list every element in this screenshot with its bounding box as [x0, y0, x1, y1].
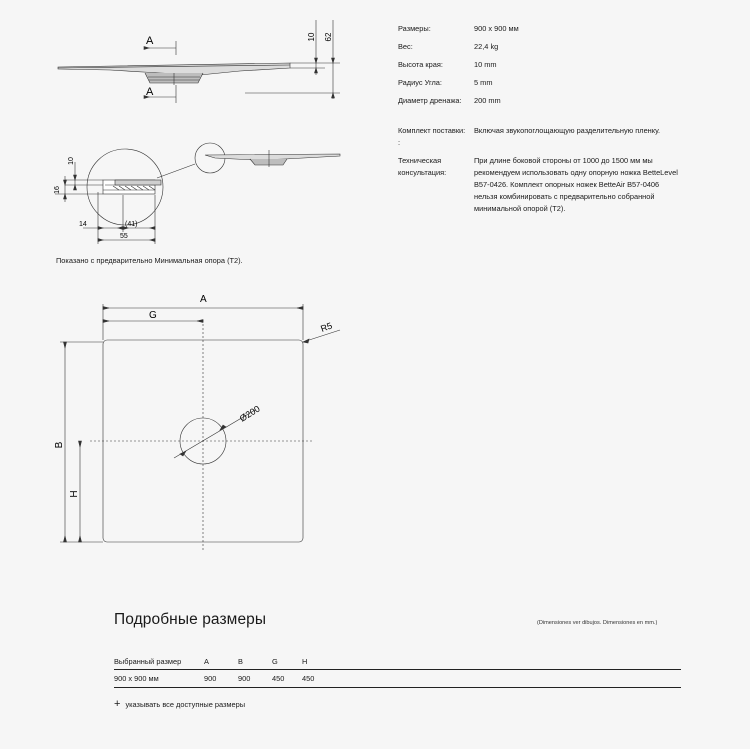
- plan-label-a: A: [200, 294, 207, 305]
- spec-value: При длине боковой стороны от 1000 до 1500 мм мы рекомендуем использовать одну опорную ножка BetteLevel B57-0426. Комплект опорных ножек BetteAir B57-0406 нельзя комбинировать с предварительно собранной минимальной опорой (T2).: [474, 156, 678, 213]
- header-a: A: [204, 657, 209, 666]
- cell-b: 900: [238, 674, 251, 683]
- table-divider: [114, 687, 681, 688]
- detail-drawing: [55, 140, 355, 255]
- detail-dim-10: 10: [68, 157, 75, 165]
- dim-62-label: 62: [324, 32, 333, 42]
- dimensions-note: (Dimensiones ver dibujos. Dimensiones en mm.): [537, 620, 658, 626]
- spec-value: 900 x 900 мм: [474, 24, 519, 33]
- header-selected-size: Выбранный размер: [114, 657, 182, 666]
- header-h: H: [302, 657, 308, 666]
- spec-label: Высота края:: [398, 60, 443, 69]
- drawing-caption: Показано с предварительно Минимальная опора (T2).: [56, 256, 243, 265]
- spec-label: Комплект поставки: :: [398, 126, 466, 147]
- spec-row: [398, 95, 698, 107]
- spec-row: [398, 155, 698, 215]
- detail-dim-14: 14: [79, 221, 87, 228]
- spec-row: [398, 59, 698, 71]
- spec-list: [398, 23, 698, 253]
- detail-dim-16: 16: [54, 186, 61, 194]
- table-divider: [114, 669, 681, 670]
- spec-label: Радиус Угла:: [398, 78, 442, 87]
- spec-label: Техническая консультация:: [398, 156, 447, 177]
- show-all-sizes-link[interactable]: [114, 699, 245, 709]
- spec-value: 10 mm: [474, 60, 497, 69]
- cell-size: 900 x 900 мм: [114, 674, 159, 683]
- spec-value: 22,4 kg: [474, 42, 499, 51]
- spec-row: [398, 41, 698, 53]
- spec-row: [398, 77, 698, 89]
- spec-label: Размеры:: [398, 24, 431, 33]
- detail-dim-55: 55: [120, 233, 128, 240]
- plus-icon: +: [114, 698, 121, 710]
- spec-value: 200 mm: [474, 96, 501, 105]
- show-all-sizes-label: указывать все доступные размеры: [125, 699, 246, 709]
- plan-label-d200: Ø200: [237, 403, 262, 424]
- spec-label: Вес:: [398, 42, 413, 51]
- header-g: G: [272, 657, 278, 666]
- plan-label-h: H: [69, 490, 80, 498]
- plan-label-b: B: [54, 441, 65, 449]
- cell-g: 450: [272, 674, 285, 683]
- dim-10-label: 10: [307, 32, 316, 42]
- plan-label-g: G: [149, 310, 157, 321]
- spec-row: [398, 125, 698, 147]
- table-row[interactable]: [114, 672, 681, 688]
- cross-section-drawing: [50, 15, 350, 115]
- section-label-top: A: [146, 35, 154, 47]
- detail-dim-41: (41): [125, 221, 138, 228]
- spec-value: Включая звукопоглощающую разделительную пленку.: [474, 126, 661, 135]
- spec-row: [398, 23, 698, 35]
- section-label-bottom: A: [146, 86, 154, 98]
- plan-drawing: [50, 290, 334, 560]
- cell-h: 450: [302, 674, 315, 683]
- plan-label-r5: R5: [319, 320, 334, 334]
- cell-a: 900: [204, 674, 217, 683]
- header-b: B: [238, 657, 243, 666]
- section-title: Подробные размеры: [114, 611, 267, 628]
- spec-label: Диаметр дренажа:: [398, 96, 462, 105]
- spec-value: 5 mm: [474, 78, 493, 87]
